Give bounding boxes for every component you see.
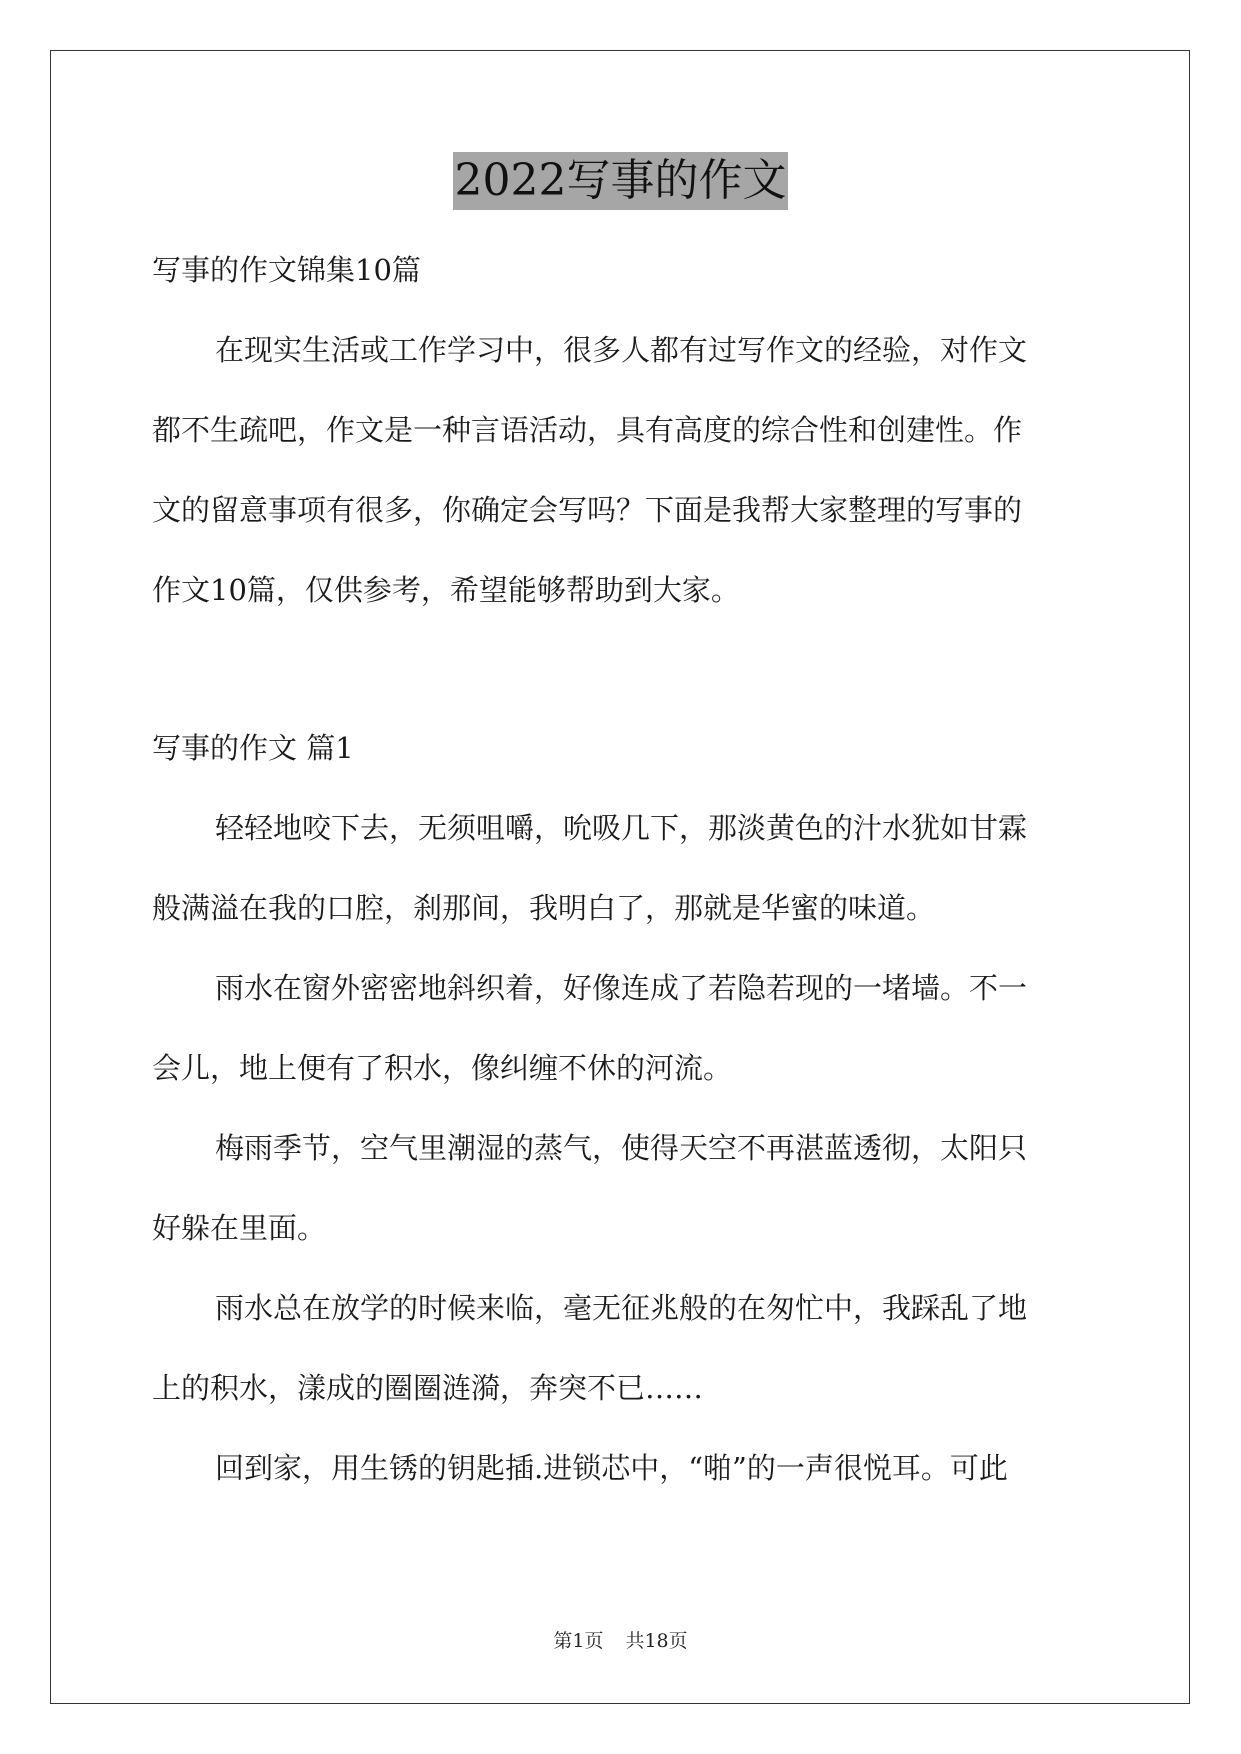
essay-line: 回到家，用生锈的钥匙插.进锁芯中，“啪”的一声很悦耳。可此 xyxy=(215,1451,1008,1485)
page-total: 共18页 xyxy=(625,1630,688,1652)
essay-line: 上的积水，漾成的圈圈涟漪，奔突不已…… xyxy=(152,1371,704,1405)
document-title: 2022写事的作文 xyxy=(453,152,789,210)
section-gap xyxy=(152,630,1087,708)
essay-line: 好躲在里面。 xyxy=(152,1211,327,1245)
essay-line: 会儿，地上便有了积水，像纠缠不休的河流。 xyxy=(152,1051,733,1085)
essay-line: 雨水在窗外密密地斜织着，好像连成了若隐若现的一堵墙。不一 xyxy=(215,971,1028,1005)
essay-line: 梅雨季节，空气里潮湿的蒸气，使得天空不再湛蓝透彻，太阳只 xyxy=(215,1131,1028,1165)
page-number: 第1页 xyxy=(553,1630,604,1652)
page-footer xyxy=(0,1626,1241,1653)
intro-line: 在现实生活或工作学习中，很多人都有过写作文的经验，对作文 xyxy=(215,333,1028,367)
intro-line: 都不生疏吧，作文是一种言语活动，具有高度的综合性和创建性。作 xyxy=(152,413,1023,447)
collection-subtitle: 写事的作文锦集10篇 xyxy=(152,253,421,287)
document-body xyxy=(152,230,1087,1508)
essay-line: 般满溢在我的口腔，刹那间，我明白了，那就是华蜜的味道。 xyxy=(152,891,936,925)
essay-paragraphs xyxy=(152,788,1087,1508)
title-container xyxy=(0,152,1241,210)
essay-line: 轻轻地咬下去，无须咀嚼，吮吸几下，那淡黄色的汁水犹如甘霖 xyxy=(215,811,1028,845)
essay-line: 雨水总在放学的时候来临，毫无征兆般的在匆忙中，我踩乱了地 xyxy=(215,1291,1028,1325)
section-heading: 写事的作文 篇1 xyxy=(152,731,354,765)
intro-line: 作文10篇，仅供参考，希望能够帮助到大家。 xyxy=(152,573,740,607)
intro-line: 文的留意事项有很多，你确定会写吗？下面是我帮大家整理的写事的 xyxy=(152,493,1023,527)
